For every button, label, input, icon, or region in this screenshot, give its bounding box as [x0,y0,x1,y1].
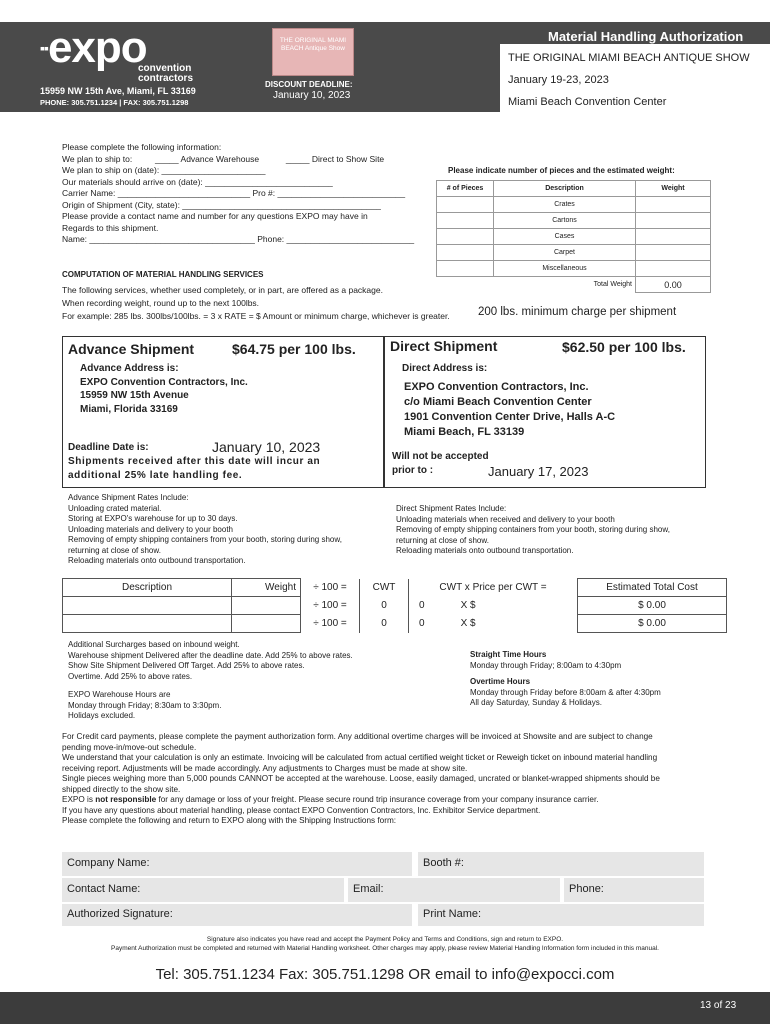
expo-logo: ▪▪expo [40,23,147,72]
ship-on-date-field[interactable]: We plan to ship on (date): ______________________ [62,165,266,175]
pieces-table: # of Pieces Description Weight Crates Cartons Cases Carpet Miscellaneous Total Weight 0.00 [436,180,711,293]
page-number: 13 of 23 [700,1000,737,1011]
info-intro: Please complete the following information: [62,142,222,152]
computation-text: The following services, whether used completely, or in part, are offered as a package. When recording weight, round up to the next 100lbs. For example: 285 lbs. 300lbs/100lbs. = 3 x RATE = $ Amount or minimum charge, whichever is greater. [62,285,450,321]
logo-subtitle: convention contractors [138,63,194,84]
hours-section: Straight Time Hours Monday through Friday; 8:00am to 4:30pm Overtime Hours Monday through Friday before 8:00am & after 4:30pm All day Saturday, Sunday & Holidays. [470,650,661,707]
advance-warehouse-option[interactable]: _____ Advance Warehouse [155,153,260,164]
print-name-field[interactable]: Print Name: [418,904,704,926]
show-logo-badge: THE ORIGINAL MIAMI BEACH Antique Show [272,28,354,76]
direct-rates-include: Direct Shipment Rates Include: Unloading materials when received and delivery to your booth Removing of empty shipping containers from your booth, storing during show, returning at close of show. Reloading materials onto outbound transportation. [396,504,670,555]
carrier-pro-field[interactable]: Carrier Name: ____________________________ Pro #: ___________________________ [62,188,406,198]
arrive-on-date-field[interactable]: Our materials should arrive on (date): ___________________________ [62,176,333,187]
show-dates: January 19-23, 2023 [508,74,609,86]
form-title: Material Handling Authorization [548,29,744,44]
advance-address: Advance Address is: EXPO Convention Contractors, Inc. 15959 NW 15th Avenue Miami, Florida 33169 [80,363,248,415]
phone-field[interactable]: Phone: [564,878,704,902]
shipment-info-section: Please complete the following information: We plan to ship to: _____ Advance Warehouse _____ Direct to Show Site We plan to ship on (date): ______________________ Our materials should arrive on (date): ___________________________ Carrier Name: ____________________________ Pro #: ___________________________ Origin of Shipment (City, state): __________________________________________ Please provide a contact name and number for any questions EXPO may have in Regards to this shipment. Name: ___________________________________ Phone: ___________________________ [62,142,422,246]
table-header: Description Weight ÷ 100 = CWT CWT x Price per CWT = Estimated Total Cost [63,579,727,597]
direct-accept-note: Will not be accepted prior to : [392,451,489,476]
direct-address: EXPO Convention Contractors, Inc. c/o Miami Beach Convention Center 1901 Convention Center Drive, Halls A-C Miami Beach, FL 33139 [404,381,616,438]
pieces-title: Please indicate number of pieces and the estimated weight: [448,166,675,175]
company-name-field[interactable]: Company Name: [62,852,412,876]
advance-deadline-value: January 10, 2023 [212,439,321,455]
advance-rates-include: Advance Shipment Rates Include: Unloading crated material. Storing at EXPO's warehouse for up to 30 days. Unloading materials and delivery to your booth Removing of empty shipping containers from your booth, storing during show, returning at close of show. Reloading materials onto outbound transportation. [68,493,342,565]
discount-deadline-value: January 10, 2023 [273,90,351,101]
name-phone-field[interactable]: Name: ___________________________________ Phone: ___________________________ [62,234,415,244]
table-row: Cartons [437,213,711,229]
total-row: Total Weight 0.00 [437,277,711,293]
direct-accept-date: January 17, 2023 [488,464,589,479]
table-row: Carpet [437,245,711,261]
advance-deadline-label: Deadline Date is: [68,442,149,453]
contact-name-field[interactable]: Contact Name: [62,878,344,902]
total-weight-value[interactable]: 0.00 [636,277,711,293]
table-row: ÷ 100 = 0 0 X $ $ 0.00 [63,597,727,615]
show-name: THE ORIGINAL MIAMI BEACH ANTIQUE SHOW [508,52,750,64]
company-phone-fax: PHONE: 305.751.1234 | FAX: 305.751.1298 [40,98,189,107]
late-fee-note: Shipments received after this date will incur an additional 25% late handling fee. [68,456,321,481]
table-row: Crates [437,197,711,213]
footer-contact: Tel: 305.751.1234 Fax: 305.751.1298 OR email to info@expocci.com [155,966,615,983]
direct-rate: $62.50 per 100 lbs. [562,339,686,355]
table-row: ÷ 100 = 0 0 X $ $ 0.00 [63,615,727,633]
email-field[interactable]: Email: [348,878,560,902]
surcharges-section: Additional Surcharges based on inbound weight. Warehouse shipment Delivered after the deadline date. Add 25% to above rates. Show Site Shipment Delivered Off Target. Add 25% to above rates. Overtime. Add 25% to above rates. EXPO Warehouse Hours are Monday through Friday; 8:30am to 3:30pm. Holidays excluded. [68,640,353,720]
computation-title: COMPUTATION OF MATERIAL HANDLING SERVICES [62,270,264,279]
ship-to-row: We plan to ship to: _____ Advance Warehouse _____ Direct to Show Site [62,153,385,164]
booth-number-field[interactable]: Booth #: [418,852,704,876]
company-address: 15959 NW 15th Ave, Miami, FL 33169 [40,86,196,96]
direct-show-site-option[interactable]: _____ Direct to Show Site [285,153,385,164]
notes-section: For Credit card payments, please complete the payment authorization form. Any additional overtime charges will be invoiced at Showsite and are subject to change pending move-in/move-out schedule. We understand that your calculation is only an estimate. Invoicing will be calculated from actual certified weight ticket or Reweigh ticket on inbound material handling receiving report. Adjustments will be made accordingly. Any adjustments to Charges must be made at show site. Single pieces weighing more than 5,000 pounds CANNOT be accepted at the warehouse. Loose, easily damaged, uncrated or blanket-wrapped shipments should be shipped directly to the show site. EXPO is not responsible for any damage or loss of your freight. Please secure round trip insurance coverage from your company insurance carrier. If you have any questions about material handling, please contact EXPO Convention Contractors, Inc. Exhibitor Service department. Please complete the following and return to EXPO along with the Shipping Instructions form: [62,732,660,825]
show-location: Miami Beach Convention Center [508,96,667,108]
origin-field[interactable]: Origin of Shipment (City, state): __________________________________________ [62,199,381,210]
table-row: Cases [437,229,711,245]
advance-rate: $64.75 per 100 lbs. [232,341,356,357]
direct-address-label: Direct Address is: [402,363,488,374]
minimum-charge: 200 lbs. minimum charge per shipment [478,306,677,318]
direct-title: Direct Shipment [390,338,498,354]
authorized-signature-field[interactable]: Authorized Signature: [62,904,412,926]
discount-deadline-label: DISCOUNT DEADLINE: [265,80,353,89]
cost-calculation-table [62,578,727,633]
signature-fine-print: Signature also indicates you have read and accept the Payment Policy and Terms and Conditions, sign and return to EXPO. Payment Authorization must be completed and returned with Material Handling worksheet. Other charges may apply, please review Material Handling Information form included in this manual. [111,936,659,952]
advance-title: Advance Shipment [68,341,195,357]
table-row: Miscellaneous [437,261,711,277]
footer-band [0,992,770,1024]
